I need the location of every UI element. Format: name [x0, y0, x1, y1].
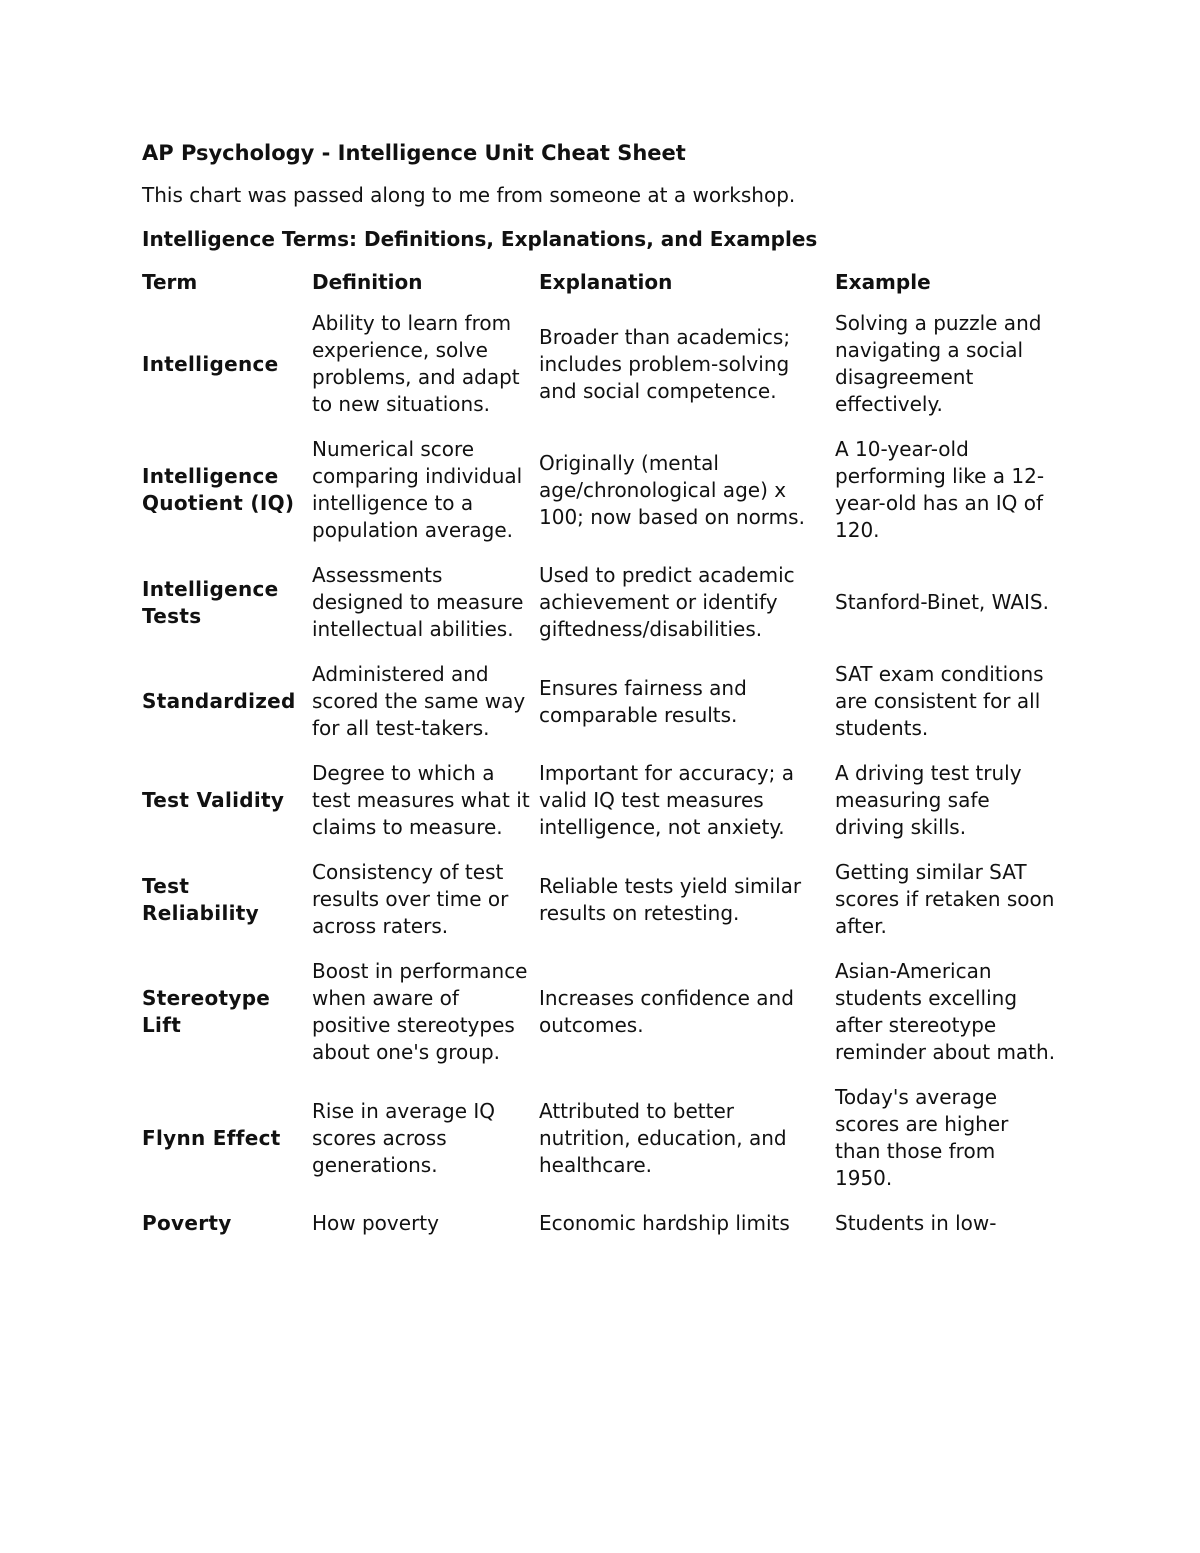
term-cell: Standardized — [142, 689, 296, 713]
table-row — [142, 760, 1062, 859]
term-cell: Intelligence Tests — [142, 576, 279, 628]
explanation-cell: Reliable tests yield similar results on retesting. — [539, 873, 802, 925]
example-cell: Solving a puzzle and navigating a social disagreement effectively. — [835, 311, 1042, 416]
table-row — [142, 562, 1062, 661]
explanation-cell: Ensures fairness and comparable results. — [539, 675, 747, 727]
definition-cell: Assessments designed to measure intellectual abilities. — [312, 563, 524, 641]
column-header-term: Term — [142, 270, 198, 294]
table-header-row — [142, 269, 1062, 310]
section-heading: Intelligence Terms: Definitions, Explanations, and Examples — [142, 227, 818, 251]
table-row — [142, 1084, 1062, 1210]
explanation-cell: Used to predict academic achievement or identify giftedness/disabilities. — [539, 563, 795, 641]
table-row — [142, 436, 1062, 562]
table-row — [142, 661, 1062, 760]
table-row — [142, 310, 1062, 436]
example-cell: Getting similar SAT scores if retaken soon after. — [835, 860, 1055, 938]
definition-cell: Degree to which a test measures what it claims to measure. — [312, 761, 530, 839]
term-cell: Test Validity — [142, 788, 285, 812]
explanation-cell: Increases confidence and outcomes. — [539, 986, 794, 1037]
example-cell: SAT exam conditions are consistent for all students. — [835, 662, 1044, 740]
document-page — [142, 139, 1062, 1255]
column-header-example: Example — [835, 270, 931, 294]
definition-cell: Boost in performance when aware of positive stereotypes about one's group. — [312, 959, 528, 1064]
example-cell: Stanford-Binet, WAIS. — [835, 590, 1049, 614]
explanation-cell: Economic hardship limits — [539, 1211, 790, 1235]
explanation-cell: Broader than academics; includes problem-solving and social competence. — [539, 324, 791, 403]
table-row — [142, 859, 1062, 958]
example-cell: A 10-year-old performing like a 12-year-old has an IQ of 120. — [835, 437, 1045, 542]
intro-paragraph: This chart was passed along to me from someone at a workshop. — [142, 183, 796, 207]
term-cell: Stereotype Lift — [142, 986, 271, 1037]
column-header-definition: Definition — [312, 270, 423, 294]
explanation-cell: Originally (mental age/chronological age) x 100; now based on norms. — [539, 450, 805, 529]
definition-cell: How poverty — [312, 1211, 439, 1235]
table-row — [142, 958, 1062, 1084]
definition-cell: Rise in average IQ scores across generations. — [312, 1098, 495, 1177]
term-cell: Intelligence Quotient (IQ) — [142, 464, 295, 515]
definition-cell: Administered and scored the same way for all test-takers. — [312, 662, 526, 740]
definition-cell: Numerical score comparing individual intelligence to a population average. — [312, 437, 523, 542]
term-cell: Flynn Effect — [142, 1125, 281, 1150]
explanation-cell: Important for accuracy; a valid IQ test measures intelligence, not anxiety. — [539, 761, 794, 839]
terms-table — [142, 269, 1062, 1255]
explanation-cell: Attributed to better nutrition, education, and healthcare. — [539, 1098, 787, 1177]
definition-cell: Ability to learn from experience, solve problems, and adapt to new situations. — [312, 311, 520, 416]
term-cell: Intelligence — [142, 351, 279, 376]
example-cell: Asian-American students excelling after stereotype reminder about math. — [835, 959, 1056, 1064]
column-header-explanation: Explanation — [539, 270, 673, 294]
definition-cell: Consistency of test results over time or across raters. — [312, 860, 509, 938]
example-cell: Today's average scores are higher than those from 1950. — [835, 1085, 1009, 1190]
example-cell: A driving test truly measuring safe driving skills. — [835, 761, 1022, 839]
table-row — [142, 1210, 1062, 1255]
term-cell: Test Reliability — [142, 873, 259, 925]
document-title: AP Psychology - Intelligence Unit Cheat Sheet — [142, 141, 686, 165]
example-cell: Students in low- — [835, 1211, 997, 1235]
term-cell: Poverty — [142, 1211, 232, 1235]
